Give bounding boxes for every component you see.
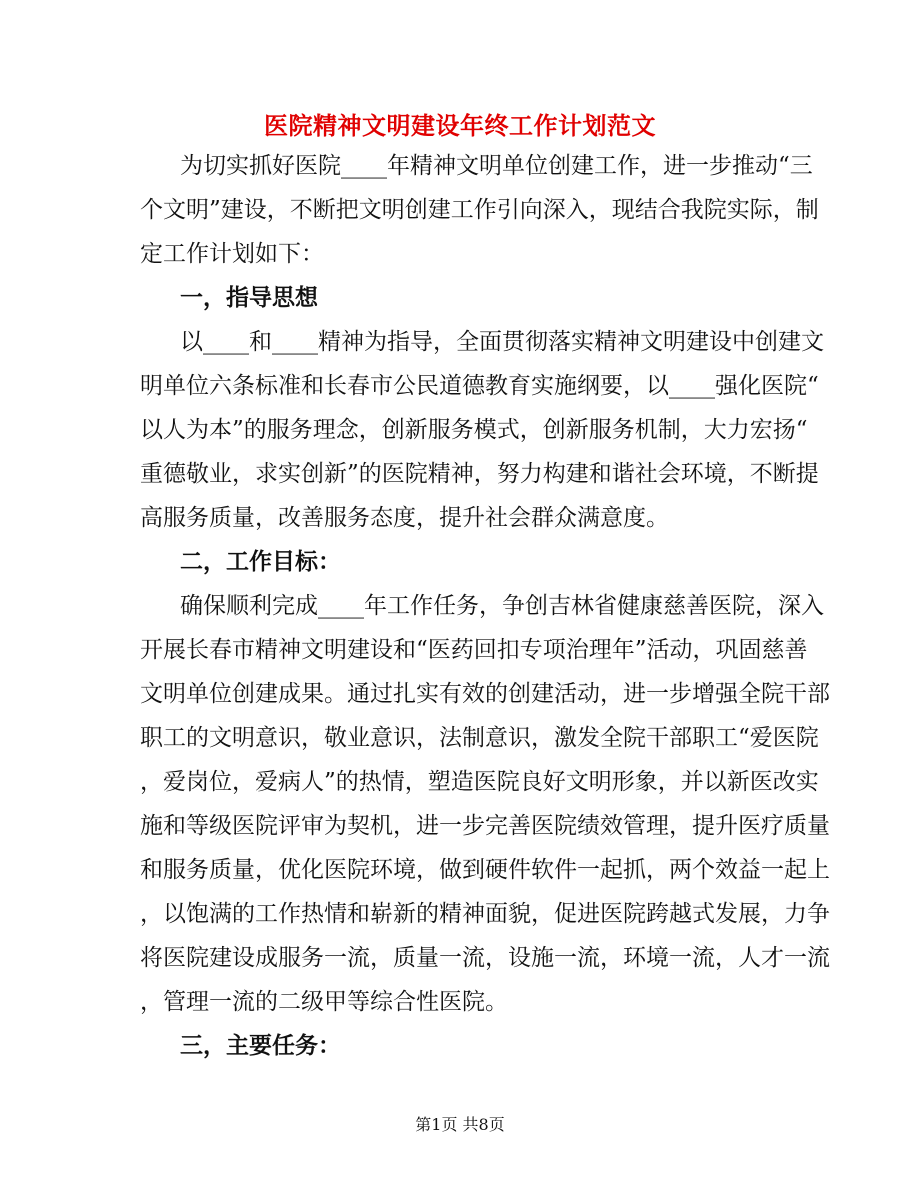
intro-line-3: 定工作计划如下： bbox=[140, 241, 324, 267]
section2-line-10: ，管理一流的二级甲等综合性医院。 bbox=[140, 989, 508, 1015]
section2-line-5: ，爱岗位，爱病人”的热情，塑造医院良好文明形象，并以新医改实 bbox=[140, 769, 819, 795]
section1-line-3: 以人为本”的服务理念，创新服务模式，创新服务机制，大力宏扬“ bbox=[140, 417, 808, 443]
section2-line-2: 开展长春市精神文明建设和“医药回扣专项治理年”活动，巩固慈善 bbox=[140, 637, 808, 663]
intro-line-2: 个文明”建设，不断把文明创建工作引向深入，现结合我院实际，制 bbox=[140, 197, 819, 223]
section2-line-3: 文明单位创建成果。通过扎实有效的创建活动，进一步增强全院干部 bbox=[140, 681, 830, 707]
section1-line-2: 明单位六条标准和长春市公民道德教育实施纲要，以____强化医院“ bbox=[140, 373, 819, 399]
section-heading-work-goals: 二，工作目标： bbox=[180, 548, 341, 575]
section2-line-9: 将医院建设成服务一流，质量一流，设施一流，环境一流，人才一流 bbox=[140, 945, 830, 971]
page-number: 第1页 共8页 bbox=[415, 1115, 505, 1134]
section1-line-5: 高服务质量，改善服务态度，提升社会群众满意度。 bbox=[140, 505, 669, 531]
section1-line-1: 以____和____精神为指导，全面贯彻落实精神文明建设中创建文 bbox=[180, 329, 824, 355]
section2-line-6: 施和等级医院评审为契机，进一步完善医院绩效管理，提升医疗质量 bbox=[140, 813, 830, 839]
section1-line-4: 重德敬业，求实创新”的医院精神，努力构建和谐社会环境，不断提 bbox=[140, 461, 819, 487]
section2-line-8: ，以饱满的工作热情和崭新的精神面貌，促进医院跨越式发展，力争 bbox=[140, 901, 830, 927]
section2-line-4: 职工的文明意识，敬业意识，法制意识，激发全院干部职工“爱医院 bbox=[140, 725, 819, 751]
intro-line-1: 为切实抓好医院____年精神文明单位创建工作，进一步推动“三 bbox=[180, 153, 813, 179]
section2-line-1: 确保顺利完成____年工作任务，争创吉林省健康慈善医院，深入 bbox=[180, 593, 824, 619]
document-title: 医院精神文明建设年终工作计划范文 bbox=[264, 111, 656, 140]
section-heading-guiding-ideology: 一，指导思想 bbox=[180, 284, 318, 311]
section2-line-7: 和服务质量，优化医院环境，做到硬件软件一起抓，两个效益一起上 bbox=[140, 857, 830, 883]
section-heading-main-tasks: 三，主要任务： bbox=[180, 1032, 341, 1059]
